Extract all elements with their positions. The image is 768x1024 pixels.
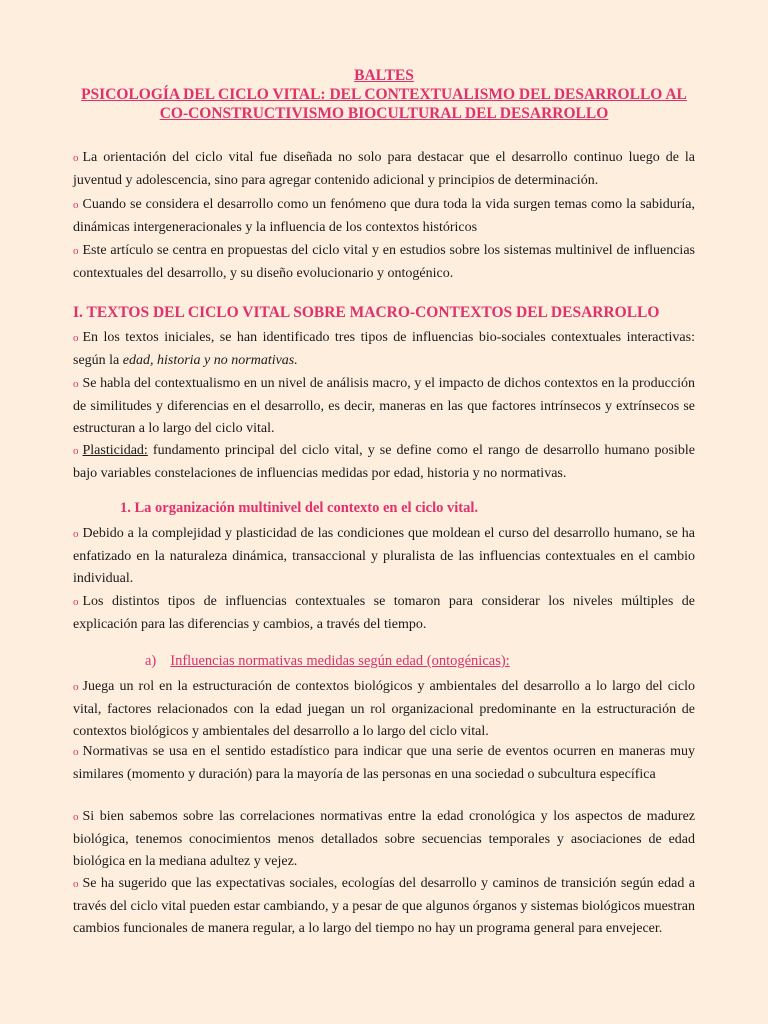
bullet-icon: o: [73, 596, 79, 608]
subsubsection-heading: [145, 653, 510, 670]
intro-paragraph-3: o Este artículo se centra en propuestas del ciclo vital y en estudios sobre los sistemas multinivel de influencias contextuales del desarrollo, y su diseño evolucionario y ontogénico.: [73, 243, 695, 281]
header-author: BALTES: [354, 67, 414, 84]
bullet-icon: o: [73, 878, 79, 890]
bullet-icon: o: [73, 681, 79, 693]
subsection-heading: 1. La organización multinivel del contexto en el ciclo vital.: [120, 500, 479, 516]
section-heading: I. TEXTOS DEL CICLO VITAL SOBRE MACRO-CONTEXTOS DEL DESARROLLO: [73, 304, 660, 321]
subsubsection-title: Influencias normativas medidas según edad (ontogénicas):: [170, 653, 510, 669]
bullet-icon: o: [73, 332, 79, 344]
intro-paragraph-2: o Cuando se considera el desarrollo como un fenómeno que dura toda la vida surgen temas como la sabiduría, dinámicas intergeneracionales y la influencia de los contextos históricos: [73, 197, 695, 235]
subsub-paragraph-4: o Se ha sugerido que las expectativas sociales, ecologías del desarrollo y caminos de transición según edad a través del ciclo vital pueden estar cambiando, y a pesar de que algunos órganos y sistemas biológicos muestran cambios funcionales de manera regular, a lo largo del tiempo no hay un programa general para envejecer.: [73, 876, 695, 936]
subsubsection-marker: a): [145, 653, 157, 669]
subsection-paragraph-1: o Debido a la complejidad y plasticidad de las condiciones que moldean el curso del desarrollo humano, se ha enfatizado en la naturaleza dinámica, transaccional y pluralista de las influencias contextuales en el cambio individual.: [73, 526, 695, 586]
intro-paragraph-1: o La orientación del ciclo vital fue diseñada no solo para destacar que el desarrollo continuo luego de la juventud y adolescencia, sino para agregar contenido adicional y principios de determinación.: [73, 150, 695, 188]
document-header: [0, 66, 768, 123]
bullet-icon: o: [73, 746, 79, 758]
header-title-line-1: PSICOLOGÍA DEL CICLO VITAL: DEL CONTEXTUALISMO DEL DESARROLLO AL: [81, 86, 687, 103]
bullet-icon: o: [73, 199, 79, 211]
header-title-line-2: CO-CONSTRUCTIVISMO BIOCULTURAL DEL DESARROLLO: [159, 105, 609, 122]
term-plasticidad: Plasticidad:: [82, 443, 148, 458]
subsub-paragraph-2: o Normativas se usa en el sentido estadístico para indicar que una serie de eventos ocurren en maneras muy similares (momento y duración) para la mayoría de las personas en una sociedad o subcultura específica: [73, 744, 695, 782]
bullet-icon: o: [73, 378, 79, 390]
section-paragraph-2: o Se habla del contextualismo en un nivel de análisis macro, y el impacto de dichos contextos en la producción de similitudes y diferencias en el desarrollo, es decir, maneras en las que factores intrínsecos y extrínsecos se estructuran a lo largo del ciclo vital.: [73, 376, 695, 436]
bullet-icon: o: [73, 528, 79, 540]
section-paragraph-3: o Plasticidad: fundamento principal del ciclo vital, y se define como el rango de desarrollo humano posible bajo variables constelaciones de influencias medidas por edad, historia y no normativas.: [73, 443, 695, 481]
section-paragraph-1: o En los textos iniciales, se han identificado tres tipos de influencias bio-sociales contextuales interactivas: según la edad, historia y no normativas.: [73, 330, 695, 368]
bullet-icon: o: [73, 245, 79, 257]
bullet-icon: o: [73, 445, 79, 457]
subsection-paragraph-2: o Los distintos tipos de influencias contextuales se tomaron para considerar los niveles múltiples de explicación para las diferencias y cambios, a través del tiempo.: [73, 594, 695, 632]
subsub-paragraph-3: o Si bien sabemos sobre las correlaciones normativas entre la edad cronológica y los aspectos de madurez biológica, tenemos conocimientos menos detallados sobre secuencias temporales y asociaciones de edad biológica en la mediana adultez y vejez.: [73, 809, 695, 869]
subsub-paragraph-1: o Juega un rol en la estructuración de contextos biológicos y ambientales del desarrollo a lo largo del ciclo vital, factores relacionados con la edad juegan un rol organizacional predominante en la estructuración de contextos biológicos y ambientales del desarrollo a lo largo del ciclo vital.: [73, 679, 695, 739]
bullet-icon: o: [73, 811, 79, 823]
bullet-icon: o: [73, 152, 79, 164]
